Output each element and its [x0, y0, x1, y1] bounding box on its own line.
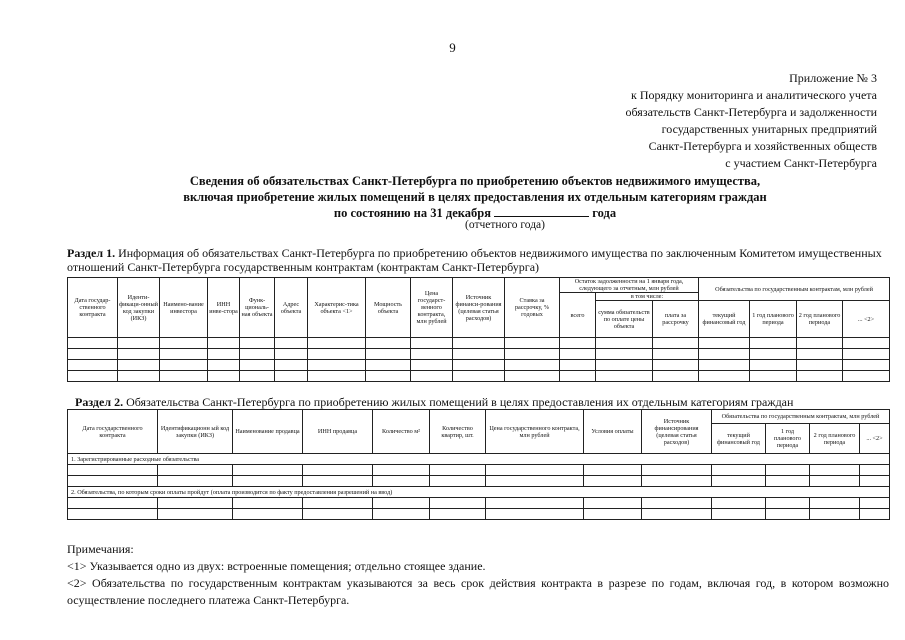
section-1-label: Раздел 1.	[67, 246, 116, 260]
col-payment-terms: Условия оплаты	[584, 410, 642, 454]
col-investor-inn: ИНН инве-стора	[208, 278, 240, 338]
table-row	[68, 349, 890, 360]
col-seller: Наименование продавца	[233, 410, 303, 454]
col-obligations-group: Обязательства по государственным контрактам, млн рублей	[699, 278, 890, 301]
title-line-1: Сведения об обязательствах Санкт-Петербурга по приобретению объектов недвижимого имущества,	[189, 174, 761, 188]
col-debt-group: Остаток задолженности на 1 января года, следующего за отчетным, млн рублей	[560, 278, 699, 293]
appendix-block	[457, 70, 877, 172]
document-title	[60, 173, 890, 221]
col-current-year: текущий финансовый год	[712, 424, 766, 454]
title-line-2: включая приобретение жилых помещений в целях предоставления их отдельным категориям граждан	[183, 190, 767, 204]
col-in-that: в том числе:	[596, 293, 699, 301]
note-2: <2> Обязательства по государственным контрактам указываются за весь срок действия контракта в разрезе по годам, включая год, в котором возможно осуществление последнего платежа Санкт-Петербурга.	[67, 576, 889, 607]
section-2-table	[67, 409, 890, 520]
col-debt-total: всего	[560, 293, 596, 338]
col-price: Цена государст-венного контракта, млн рублей	[411, 278, 453, 338]
section-2-label: Раздел 2.	[75, 395, 124, 409]
col-characteristic: Характерис-тика объекта <1>	[308, 278, 366, 338]
col-area: Количество м²	[373, 410, 430, 454]
table-row	[68, 360, 890, 371]
col-current-year: текущий финансовый год	[699, 301, 750, 338]
title-date-label: по состоянию на 31 декабря	[333, 206, 491, 220]
col-seller-inn: ИНН продавца	[303, 410, 373, 454]
section-1-text: Информация об обязательствах Санкт-Петербурга по приобретению объектов недвижимого имущества по заключенным Комитетом имущественных отношений Санкт-Петербурга государственным контрактам (контрактам Санкт-Петербурга)	[67, 246, 882, 274]
col-more: ... <2>	[843, 301, 890, 338]
appendix-line: обязательств Санкт-Петербурга и задолженности	[625, 105, 877, 119]
notes-heading: Примечания:	[67, 542, 134, 556]
reporting-year-caption: (отчетного года)	[465, 219, 545, 231]
title-year-word: года	[592, 206, 617, 220]
group-pending: 2. Обязательства, по которым сроки оплаты пройдут (оплата производится по факту предоставления разрешений на ввод)	[68, 487, 890, 498]
col-apartments: Количество квартир, шт.	[430, 410, 486, 454]
table-row	[68, 338, 890, 349]
col-contract-date: Дата государ-ственного контракта	[68, 278, 118, 338]
col-more: ... <2>	[860, 424, 890, 454]
table-row	[68, 509, 890, 520]
col-ikz: Идентификационн ый код закупки (ИКЗ)	[158, 410, 233, 454]
col-source: Источник финансирования (целевая статья расходов)	[642, 410, 712, 454]
appendix-line: государственных унитарных предприятий	[661, 122, 877, 136]
year-blank-field	[494, 205, 589, 217]
col-investor: Наимено-вание инвестора	[160, 278, 208, 338]
col-plan-year-1: 1 год планового периода	[766, 424, 810, 454]
appendix-line: Санкт-Петербурга и хозяйственных обществ	[648, 139, 877, 153]
col-price: Цена государственного контракта, млн рублей	[486, 410, 584, 454]
notes-block	[67, 541, 889, 609]
section-1-table	[67, 277, 890, 382]
col-rate: Ставка за рассрочку, % годовых	[505, 278, 560, 338]
col-ikz: Иденти-фикаци-онный код закупки (ИКЗ)	[118, 278, 160, 338]
table-row	[68, 465, 890, 476]
group-registered: 1. Зарегистрированные расходные обязательства	[68, 454, 890, 465]
col-plan-year-1: 1 год планового периода	[750, 301, 797, 338]
col-plan-year-2: 2 год планового периода	[797, 301, 843, 338]
col-source: Источник финанси-рования (целевая статья расходов)	[453, 278, 505, 338]
col-function: Функ-циональ-ная объекта	[240, 278, 275, 338]
col-obligations-group: Обязательства по государственным контрактам, млн рублей	[712, 410, 890, 424]
col-power: Мощность объекта	[366, 278, 411, 338]
section-2-heading	[75, 395, 895, 409]
appendix-line: Приложение № 3	[789, 71, 877, 85]
table-row	[68, 498, 890, 509]
col-debt-fee: плата за рассрочку	[653, 301, 699, 338]
table-row	[68, 476, 890, 487]
note-1: <1> Указывается одно из двух: встроенные помещения; отдельно стоящее здание.	[67, 559, 486, 573]
section-2-text: Обязательства Санкт-Петербурга по приобретению жилых помещений в целях предоставления их отдельным категориям граждан	[123, 395, 794, 409]
section-1-heading	[67, 246, 887, 274]
col-plan-year-2: 2 год планового периода	[810, 424, 860, 454]
col-contract-date: Дата государственного контракта	[68, 410, 158, 454]
col-address: Адрес объекта	[275, 278, 308, 338]
appendix-line: к Порядку мониторинга и аналитического учета	[631, 88, 877, 102]
appendix-line: с участием Санкт-Петербурга	[725, 156, 877, 170]
page-number: 9	[449, 40, 456, 55]
col-debt-sum: сумма обязательств по оплате цены объекта	[596, 301, 653, 338]
table-row	[68, 371, 890, 382]
